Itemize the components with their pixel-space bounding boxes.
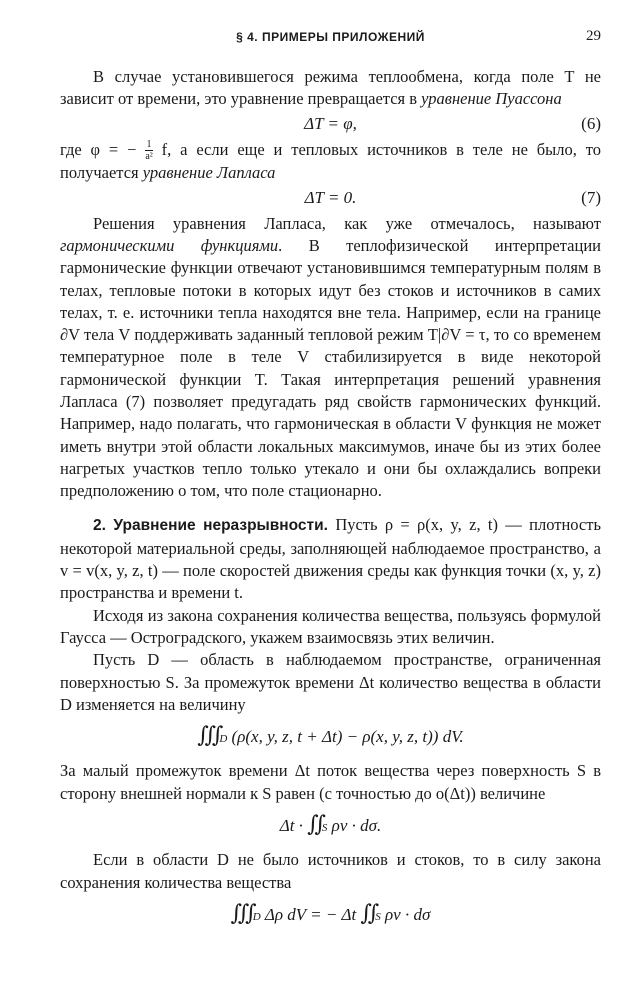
paragraph-no-sources: Если в области D не было источников и стоков, то в силу закона сохранения количества вещества	[60, 850, 601, 892]
paragraph-harmonic-functions: Решения уравнения Лапласа, как уже отмечалось, называют гармоническими функциями. В теплофизической интерпретации гармонические функции отвечают установившимся температурным полям в телах, тепловые потоки в которых идут без стоков и источников в самих телах, т. е. источники тепла находятся вне тела. Например, если на границе ∂V тела V поддерживать заданный тепловой режим T|∂V = τ, то со временем температурное поле в теле V стабилизируется в виде некоторой гармонической функции T. Такая интерпретация решений уравнения Лапласа (7) позволяет предугадать ряд свойств гармонических функций. Например, надо полагать, что гармоническая в области V функция не может иметь внутри этой области локальных максимумов, иначе бы из этих более нагретых участков тепло только утекало и они бы охлаждались вопреки предположению о том, что поле стационарно.	[60, 213, 601, 501]
integral-subscript-s-2: S	[375, 910, 381, 923]
equation-6-number: (6)	[581, 113, 601, 133]
paragraph-section-2: 2. Уравнение неразрывности. Пусть ρ = ρ(x, y, z, t) — плотность некоторой материальной среды, заполняющей наблюдаемое пространство, а v = v(x, y, z, t) — поле скоростей движения среды как функция точки (x, y, z) пространства и времени t.	[60, 515, 601, 603]
term-poisson-equation: уравнение Пуассона	[421, 89, 562, 109]
term-harmonic-functions: гармоническими функциями	[60, 235, 279, 255]
equation-flux	[60, 813, 601, 839]
equation-volume-change	[60, 724, 601, 750]
page-header	[60, 30, 601, 50]
section-heading-continuity: 2. Уравнение неразрывности.	[93, 517, 328, 535]
equation-flux-body: ρv · dσ.	[331, 816, 382, 836]
book-page	[60, 0, 601, 1000]
equation-volume-change-body: (ρ(x, y, z, t + Δt) − ρ(x, y, z, t)) dV.	[231, 727, 464, 747]
integral-subscript-d: D	[219, 733, 228, 746]
equation-conservation-left: Δρ dV = − Δt	[264, 904, 357, 924]
double-integral-symbol-2: ∬	[360, 899, 376, 925]
double-integral-symbol: ∬	[307, 811, 322, 837]
integral-subscript-d-2: D	[252, 910, 261, 923]
equation-conservation	[60, 899, 601, 928]
page-body	[60, 66, 601, 938]
page-number: 29	[586, 28, 601, 44]
triple-integral-symbol: ∭	[197, 722, 220, 748]
equation-6-formula: ΔT = φ,	[304, 113, 357, 133]
equation-7-formula: ΔT = 0.	[304, 187, 357, 207]
equation-7-number: (7)	[581, 187, 601, 207]
equation-7	[60, 187, 601, 211]
paragraph-region-d: Пусть D — область в наблюдаемом пространстве, ограниченная поверхностью S. За промежуток времени Δt количество вещества в области D изменяется на величину	[60, 650, 601, 714]
equation-conservation-right: ρv · dσ	[384, 904, 431, 924]
fraction-one-over-a-squared: $\frac{1}{\text{a²}}$	[145, 139, 153, 163]
paragraph-conservation: Исходя из закона сохранения количества вещества, пользуясь формулой Гаусса — Остроградского, укажем взаимосвязь этих величин.	[60, 605, 601, 647]
integral-subscript-s: S	[321, 822, 328, 835]
paragraph-laplace: где φ = − $\frac{1}{\text{a²}}$ f, а если еще и тепловых источников в теле не было, то получается уравнение Лапласа	[60, 139, 601, 183]
paragraph-poisson: В случае установившегося режима теплообмена, когда поле T не зависит от времени, это уравнение превращается в уравнение Пуассона	[60, 67, 601, 109]
triple-integral-symbol-2: ∭	[230, 899, 253, 925]
equation-flux-prefix: Δt ·	[279, 816, 303, 836]
running-title: § 4. ПРИМЕРЫ ПРИЛОЖЕНИЙ	[236, 30, 425, 44]
equation-6	[60, 113, 601, 137]
paragraph-flux: За малый промежуток времени Δt поток вещества через поверхность S в сторону внешней нормали к S равен (с точностью до o(Δt)) величине	[60, 761, 601, 803]
term-laplace-equation: уравнение Лапласа	[142, 163, 276, 183]
